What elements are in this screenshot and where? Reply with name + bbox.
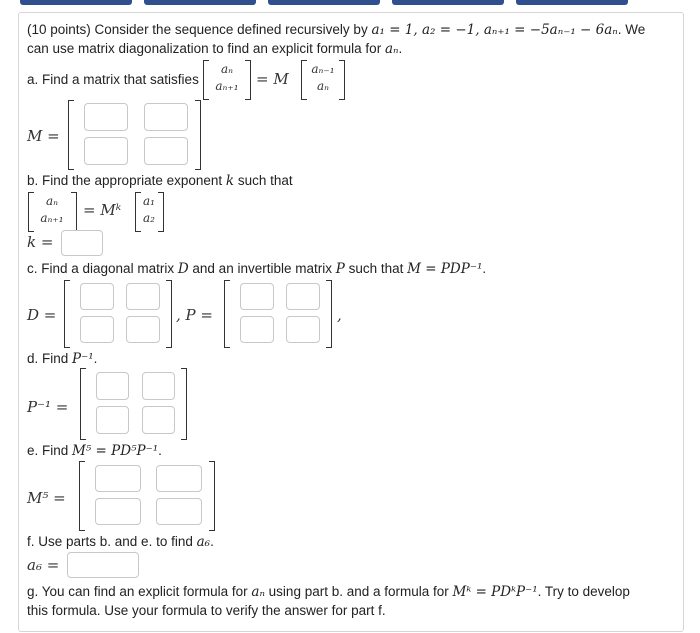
formula-pdp-inverse: M = PDP⁻¹ bbox=[407, 261, 483, 277]
m5-entry-12-input[interactable] bbox=[156, 465, 202, 492]
equals-mk: = Mᵏ bbox=[83, 201, 122, 219]
bracket-left bbox=[224, 280, 230, 348]
bracket-right bbox=[195, 100, 201, 170]
part-b-suffix: such that bbox=[234, 173, 293, 188]
part-g-prefix: g. You can find an explicit formula for bbox=[27, 584, 252, 599]
formula-p-inverse: P⁻¹ bbox=[72, 351, 94, 367]
matrix-p-inverse-label: P⁻¹ = bbox=[27, 398, 69, 416]
bracket-left bbox=[68, 100, 74, 170]
intro-line-1 bbox=[27, 21, 645, 39]
vector-entry: a₁ bbox=[143, 194, 155, 208]
bracket-right bbox=[158, 192, 164, 232]
part-f-text bbox=[27, 533, 214, 551]
part-e-prefix: e. Find bbox=[27, 443, 73, 458]
part-b-prefix: b. Find the appropriate exponent bbox=[27, 173, 226, 188]
bracket-left bbox=[80, 368, 86, 440]
a6-label: a₆ = bbox=[27, 556, 60, 574]
vector-entry: aₙ₋₁ bbox=[311, 62, 335, 76]
matrix-p-label: , P = bbox=[176, 306, 213, 324]
d-entry-11-input[interactable] bbox=[80, 283, 114, 310]
bracket-right bbox=[339, 60, 345, 100]
part-b-text bbox=[27, 172, 293, 190]
part-d-prefix: d. Find bbox=[27, 351, 73, 366]
p-entry-12-input[interactable] bbox=[286, 283, 320, 310]
pinv-entry-11-input[interactable] bbox=[96, 372, 129, 400]
vector-entry: aₙ bbox=[45, 194, 59, 208]
intro-text-end: . We bbox=[617, 22, 646, 37]
bracket-left bbox=[64, 280, 70, 348]
matrix-m-label: M = bbox=[27, 127, 60, 145]
top-accent-bar bbox=[20, 0, 680, 6]
var-p: P bbox=[335, 261, 345, 277]
trailing-comma: , bbox=[337, 306, 342, 324]
vector-entry: aₙ bbox=[316, 79, 330, 93]
bracket-right bbox=[181, 368, 187, 440]
formula-a6: a₆ bbox=[196, 534, 211, 550]
intro-text-2: can use matrix diagonalization to find an explicit formula for bbox=[27, 41, 385, 56]
k-label: k = bbox=[27, 233, 54, 251]
m-entry-11-input[interactable] bbox=[84, 103, 128, 131]
matrix-d-label: D = bbox=[27, 306, 57, 324]
part-e-period: . bbox=[158, 443, 162, 458]
intro-line-2 bbox=[27, 40, 402, 58]
formula-m5: M⁵ = PD⁵P⁻¹ bbox=[72, 443, 159, 459]
d-entry-21-input[interactable] bbox=[80, 316, 114, 343]
formula-mk: Mᵏ = PDᵏP⁻¹ bbox=[452, 584, 538, 600]
part-d-period: . bbox=[93, 351, 98, 366]
bracket-right bbox=[245, 60, 251, 100]
m-entry-12-input[interactable] bbox=[144, 103, 188, 131]
p-entry-11-input[interactable] bbox=[240, 283, 274, 310]
intro-text: (10 points) Consider the sequence defined recursively by bbox=[27, 22, 372, 37]
part-b-rhs-vector bbox=[138, 193, 160, 227]
part-f-period: . bbox=[210, 534, 214, 549]
part-a-rhs-vector bbox=[304, 61, 342, 95]
intro-period: . bbox=[398, 41, 403, 56]
part-c-period: . bbox=[482, 261, 487, 276]
d-entry-22-input[interactable] bbox=[126, 316, 160, 343]
part-c-prefix: c. Find a diagonal matrix bbox=[27, 261, 178, 276]
p-entry-22-input[interactable] bbox=[286, 316, 320, 343]
part-d-text bbox=[27, 350, 97, 368]
pinv-entry-12-input[interactable] bbox=[142, 372, 175, 400]
part-g-line-2: this formula. Use your formula to verify the answer for part f. bbox=[27, 603, 386, 618]
equals-m: = M bbox=[256, 70, 289, 88]
vector-entry: aₙ₊₁ bbox=[40, 211, 64, 225]
pinv-entry-21-input[interactable] bbox=[96, 406, 129, 434]
vector-entry: aₙ₊₁ bbox=[215, 79, 239, 93]
part-a-lhs-vector bbox=[207, 61, 247, 95]
matrix-m5-label: M⁵ = bbox=[27, 489, 66, 507]
k-input[interactable] bbox=[61, 230, 103, 256]
part-g-suffix: . Try to develop bbox=[537, 584, 630, 599]
m5-entry-21-input[interactable] bbox=[95, 498, 141, 525]
a6-input[interactable] bbox=[67, 552, 139, 578]
part-c-mid2: such that bbox=[344, 261, 408, 276]
part-b-lhs-vector bbox=[31, 193, 73, 227]
bracket-right bbox=[209, 461, 215, 531]
vector-entry: aₙ bbox=[220, 62, 234, 76]
intro-recurrence: a₁ = 1, a₂ = −1, aₙ₊₁ = −5aₙ₋₁ − 6aₙ bbox=[371, 22, 618, 38]
m5-entry-22-input[interactable] bbox=[156, 498, 202, 525]
bracket-right bbox=[166, 280, 172, 348]
part-g-mid: using part b. and a formula for bbox=[264, 584, 453, 599]
part-a-text: a. Find a matrix that satisfies bbox=[27, 72, 199, 87]
part-g-line-1 bbox=[27, 583, 630, 601]
var-d: D bbox=[177, 261, 189, 277]
p-entry-21-input[interactable] bbox=[240, 316, 274, 343]
intro-an: aₙ bbox=[384, 41, 399, 57]
m5-entry-11-input[interactable] bbox=[95, 465, 141, 492]
part-e-text bbox=[27, 442, 162, 460]
part-c-mid: and an invertible matrix bbox=[188, 261, 336, 276]
var-an: aₙ bbox=[251, 584, 265, 600]
vector-entry: a₂ bbox=[143, 211, 155, 225]
bracket-right bbox=[71, 192, 77, 232]
d-entry-12-input[interactable] bbox=[126, 283, 160, 310]
part-c-text bbox=[27, 260, 486, 278]
bracket-left bbox=[79, 461, 85, 531]
m-entry-21-input[interactable] bbox=[84, 137, 128, 165]
part-f-prefix: f. Use parts b. and e. to find bbox=[27, 534, 197, 549]
bracket-right bbox=[326, 280, 332, 348]
var-k: k bbox=[225, 173, 235, 189]
m-entry-22-input[interactable] bbox=[144, 137, 188, 165]
pinv-entry-22-input[interactable] bbox=[142, 406, 175, 434]
